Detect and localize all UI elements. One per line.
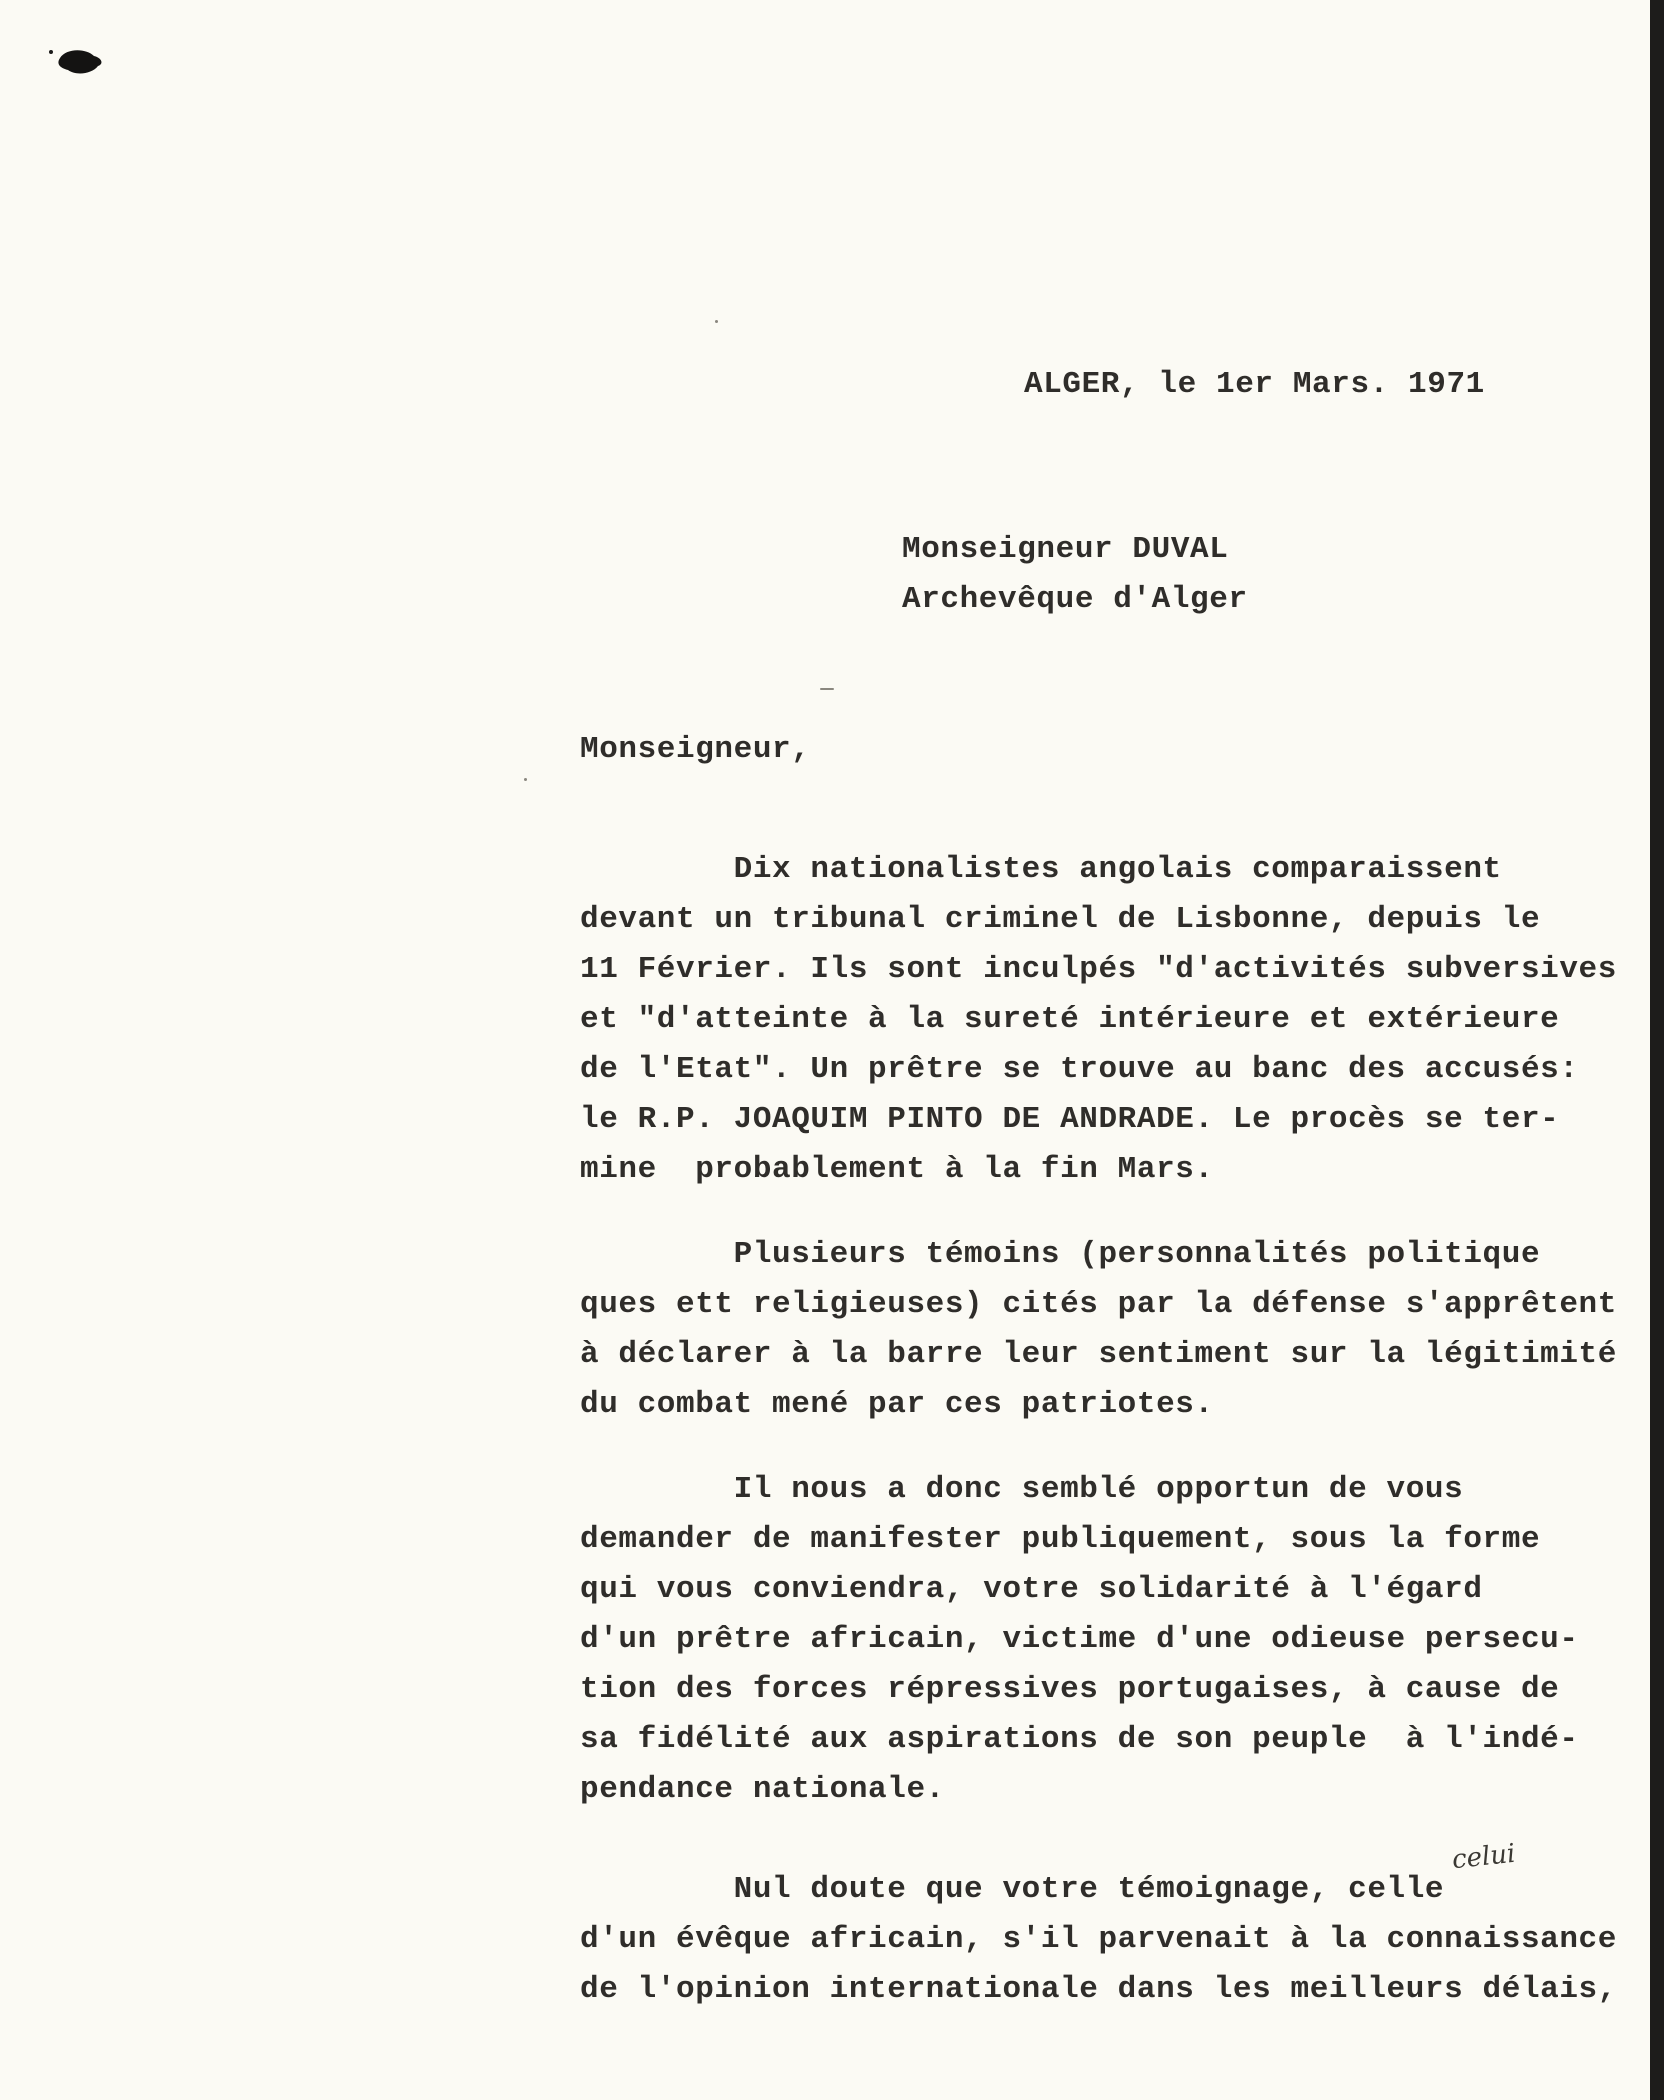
paper-speck: [820, 688, 834, 690]
paragraph-line: demander de manifester publiquement, sous la forme: [580, 1522, 1541, 1557]
paragraph-line: d'un prêtre africain, victime d'une odieuse persecu-: [580, 1622, 1579, 1657]
paragraph-line: Dix nationalistes angolais comparaissent: [580, 852, 1502, 887]
paragraph-line: Nul doute que votre témoignage, celle: [580, 1872, 1445, 1907]
paragraph-line: pendance nationale.: [580, 1772, 945, 1807]
paragraph-line: à déclarer à la barre leur sentiment sur la légitimité: [580, 1337, 1617, 1372]
paragraph-line: Il nous a donc semblé opportun de vous: [580, 1472, 1464, 1507]
paragraph-line: devant un tribunal criminel de Lisbonne, depuis le: [580, 902, 1541, 937]
paragraph-line: de l'opinion internationale dans les meilleurs délais,: [580, 1972, 1617, 2007]
handwritten-annotation: celui: [1450, 1838, 1517, 1876]
paragraph-line: Plusieurs témoins (personnalités politique: [580, 1237, 1541, 1272]
paragraph-line: d'un évêque africain, s'il parvenait à la connaissance: [580, 1922, 1617, 1957]
paragraph-line: sa fidélité aux aspirations de son peuple à l'indé-: [580, 1722, 1579, 1757]
paper-speck: [715, 320, 718, 323]
paragraph-line: 11 Février. Ils sont inculpés "d'activités subversives: [580, 952, 1617, 987]
paragraph-4: [580, 1865, 1660, 2015]
paragraph-1: [580, 845, 1660, 1195]
scan-edge-border: [1650, 0, 1664, 2100]
paper-speck: [524, 778, 527, 781]
paragraph-line: et "d'atteinte à la sureté intérieure et extérieure: [580, 1002, 1560, 1037]
paragraph-line: ques ett religieuses) cités par la défense s'apprêtent: [580, 1287, 1617, 1322]
ink-blot-mark: [46, 44, 106, 78]
paragraph-3: [580, 1465, 1660, 1815]
paragraph-line: de l'Etat". Un prêtre se trouve au banc des accusés:: [580, 1052, 1579, 1087]
recipient-title: Archevêque d'Alger: [902, 582, 1248, 617]
paragraph-2: [580, 1230, 1660, 1430]
paragraph-line: du combat mené par ces patriotes.: [580, 1387, 1214, 1422]
letter-date-line: ALGER, le 1er Mars. 1971: [1024, 367, 1485, 402]
paragraph-line: qui vous conviendra, votre solidarité à l'égard: [580, 1572, 1483, 1607]
salutation: Monseigneur,: [580, 732, 811, 767]
paragraph-line: tion des forces répressives portugaises, à cause de: [580, 1672, 1560, 1707]
paragraph-line: le R.P. JOAQUIM PINTO DE ANDRADE. Le procès se ter-: [580, 1102, 1560, 1137]
paragraph-line: mine probablement à la fin Mars.: [580, 1152, 1214, 1187]
recipient-name: Monseigneur DUVAL: [902, 532, 1229, 567]
